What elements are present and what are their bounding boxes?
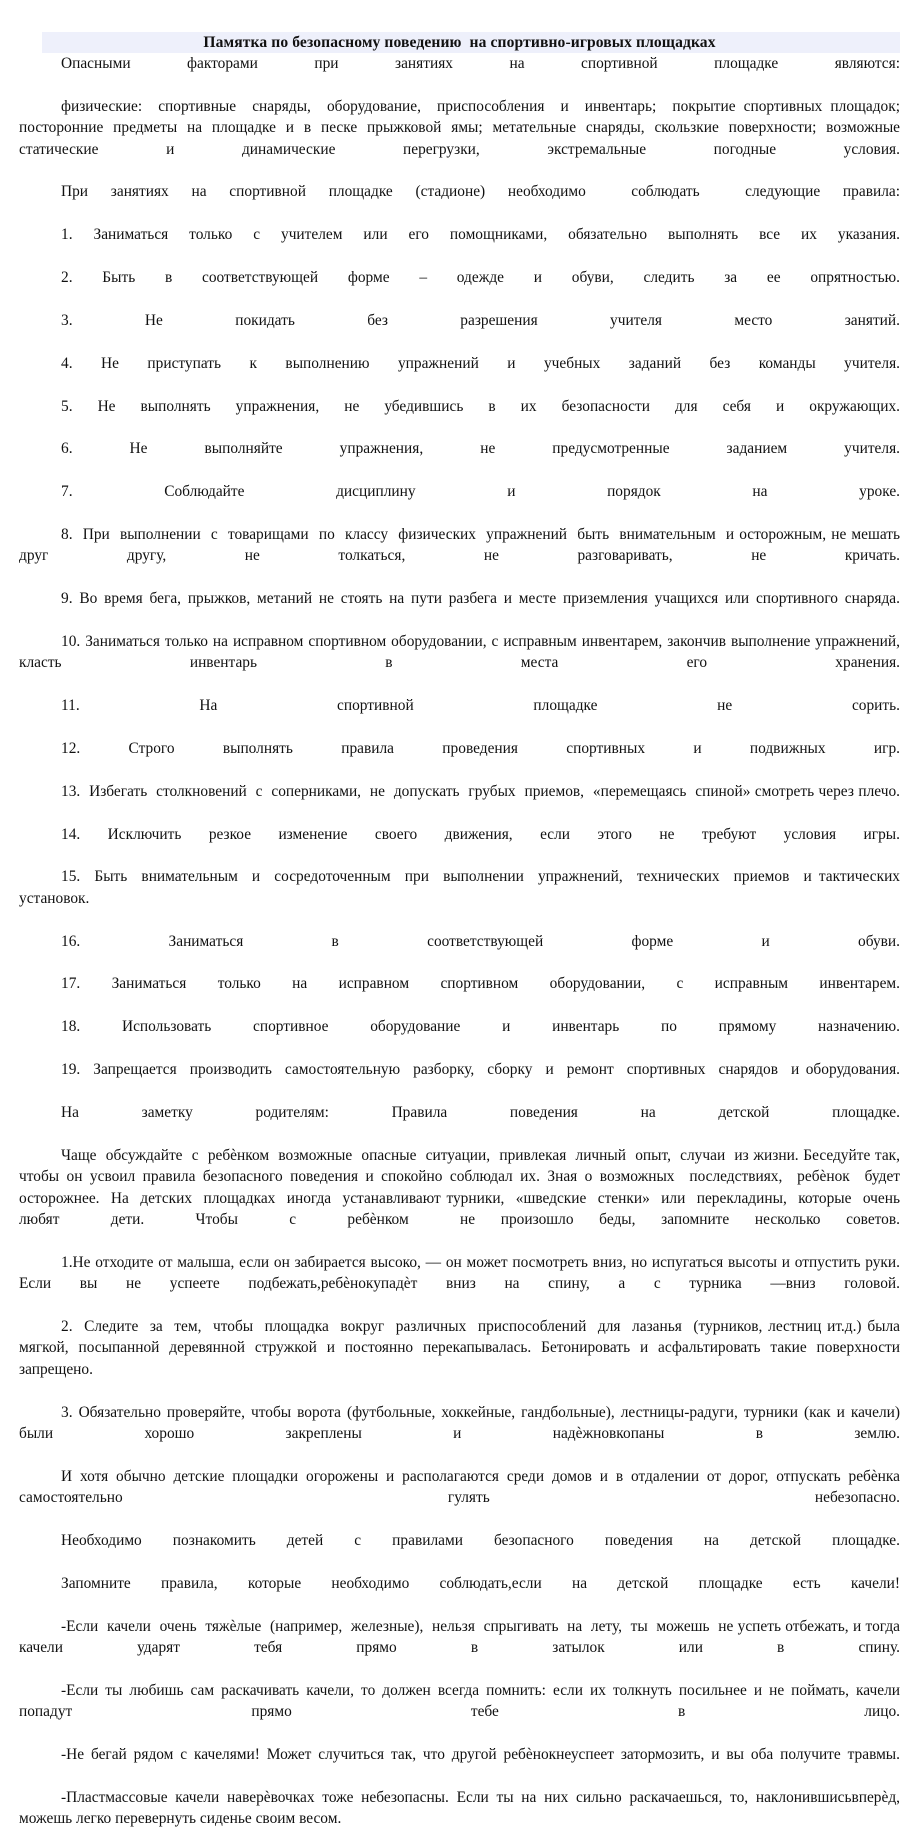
rule-item: 9. Во время бега, прыжков, метаний не стоять на пути разбега и месте приземления учащихся или спортивного снаряда. xyxy=(61,590,900,608)
rule-item: 6. Не выполняйте упражнения, не предусмотренные заданием учителя. xyxy=(61,440,900,458)
page-title: Памятка по безопасному поведению на спортивно-игровых площадках xyxy=(203,34,716,51)
rule-item: 4. Не приступать к выполнению упражнений и учебных заданий без команды учителя. xyxy=(61,354,900,372)
rule-item: 8. При выполнении с товарищами по классу физических упражнений быть внимательным и осторожным, не мешать друг другу, не толкаться, не разговаривать, не кричать. xyxy=(19,525,904,565)
rule-item: 1. Заниматься только с учителем или его помощниками, обязательно выполнять все их указания. xyxy=(61,226,900,244)
rules-lead-paragraph: При занятиях на спортивной площадке (стадионе) необходимо соблюдать следующие правила: xyxy=(61,183,900,201)
parents-closing-note: И хотя обычно детские площадки огорожены и располагаются среди домов и в отдалении от дорог, отпускать ребѐнка самостоятельно гулять небезопасно. xyxy=(19,1467,904,1507)
intro-lead-paragraph: Опасными факторами при занятиях на спортивной площадке являются: xyxy=(61,55,900,72)
rule-item: 15. Быть внимательным и сосредоточенным при выполнении упражнений, технических приемов и тактических установок. xyxy=(19,868,904,907)
rule-item: 2. Быть в соответствующей форме – одежде и обуви, следить за ее опрятностью. xyxy=(61,269,900,287)
rule-item: 16. Заниматься в соответствующей форме и обуви. xyxy=(61,932,900,950)
rule-item: 13. Избегать столкновений с соперниками, не допускать грубых приемов, «перемещаясь спиной» смотреть через плечо. xyxy=(61,782,900,800)
rule-item: 12. Строго выполнять правила проведения спортивных и подвижных игр. xyxy=(61,740,900,757)
swing-rule-item: -Не бегай рядом с качелями! Может случиться так, что другой ребѐнокнеуспеет затормозить, и вы оба получите травмы. xyxy=(61,1746,900,1764)
rule-item: 18. Использовать спортивное оборудование и инвентарь по прямому назначению. xyxy=(61,1018,900,1036)
rule-item: 5. Не выполнять упражнения, не убедившись в их безопасности для себя и окружающих. xyxy=(61,397,900,415)
swing-rule-item: -Пластмассовые качели наверѐвочках тоже небезопасны. Если ты на них сильно раскачаешься, то, наклонившисьвперѐд, можешь легко перевернуть сиденье своим весом. xyxy=(19,1788,904,1828)
rule-item: 17. Заниматься только на исправном спортивном оборудовании, с исправным инвентарем. xyxy=(61,975,900,993)
parents-tip-item: 1.Не отходите от малыша, если он забирается высоко, — он может посмотреть вниз, но испугаться высоты и отпустить руки. Если вы не успеете подбежать,ребѐнокупадѐт вниз на спину, а с турника —вниз головой. xyxy=(19,1253,904,1293)
familiarize-paragraph: Необходимо познакомить детей с правилами безопасного поведения на детской площадке. xyxy=(61,1532,900,1550)
rule-item: 3. Не покидать без разрешения учителя место занятий. xyxy=(61,311,900,329)
swing-rule-item: -Если качели очень тяжѐлые (например, железные), нельзя спрыгивать на лету, ты можешь не успеть отбежать, и тогда качели ударят тебя прямо в затылок или в спину. xyxy=(19,1617,904,1657)
rule-item: 10. Заниматься только на исправном спортивном оборудовании, с исправным инвентарем, закончив выполнение упражнений, класть инвентарь в места его хранения. xyxy=(19,632,904,672)
rule-item: 14. Исключить резкое изменение своего движения, если этого не требуют условия игры. xyxy=(61,825,900,843)
swing-rules-lead: Запомните правила, которые необходимо соблюдать,если на детской площадке есть качели! xyxy=(61,1574,900,1592)
parents-tip-item: 2. Следите за тем, чтобы площадка вокруг различных приспособлений для лазанья (турников, лестниц ит.д.) была мягкой, посыпанной деревянной стружкой и постоянно перекапывалась. Бетонировать и асфальтировать такие поверхности запрещено. xyxy=(19,1317,904,1378)
hazards-paragraph: физические: спортивные снаряды, оборудование, приспособления и инвентарь; покрытие спортивных площадок; посторонние предметы на площадке и в песке прыжковой ямы; метательные снаряды, скользкие поверхности; возможные статические и динамические перегрузки, экстремальные погодные условия. xyxy=(19,97,904,158)
parents-section-heading: На заметку родителям: Правила поведения на детской площадке. xyxy=(61,1103,900,1121)
parents-tip-item: 3. Обязательно проверяйте, чтобы ворота (футбольные, хоккейные, гандбольные), лестницы-радуги, турники (как и качели) были хорошо закреплены и надѐжновкопаны в землю. xyxy=(19,1403,904,1442)
rule-item: 7. Соблюдайте дисциплину и порядок на уроке. xyxy=(61,483,900,501)
rule-item: 11. На спортивной площадке не сорить. xyxy=(61,697,900,715)
rule-item: 19. Запрещается производить самостоятельную разборку, сборку и ремонт спортивных снарядов и оборудования. xyxy=(61,1061,900,1079)
swing-rule-item: -Если ты любишь сам раскачивать качели, то должен всегда помнить: если их толкнуть посильнее и не поймать, качели попадут прямо тебе в лицо. xyxy=(19,1681,904,1721)
parents-section-intro: Чаще обсуждайте с ребѐнком возможные опасные ситуации, привлекая личный опыт, случаи из жизни. Беседуйте так, чтобы он усвоил правила безопасного поведения и спокойно соблюдал их. Зная о возможных последствиях, ребѐнок будет осторожнее. На детских площадках иногда устанавливают турники, «шведские стенки» или перекладины, которые очень любят дети. Чтобы с ребѐнком не произошло беды, запомните несколько советов. xyxy=(19,1146,908,1228)
